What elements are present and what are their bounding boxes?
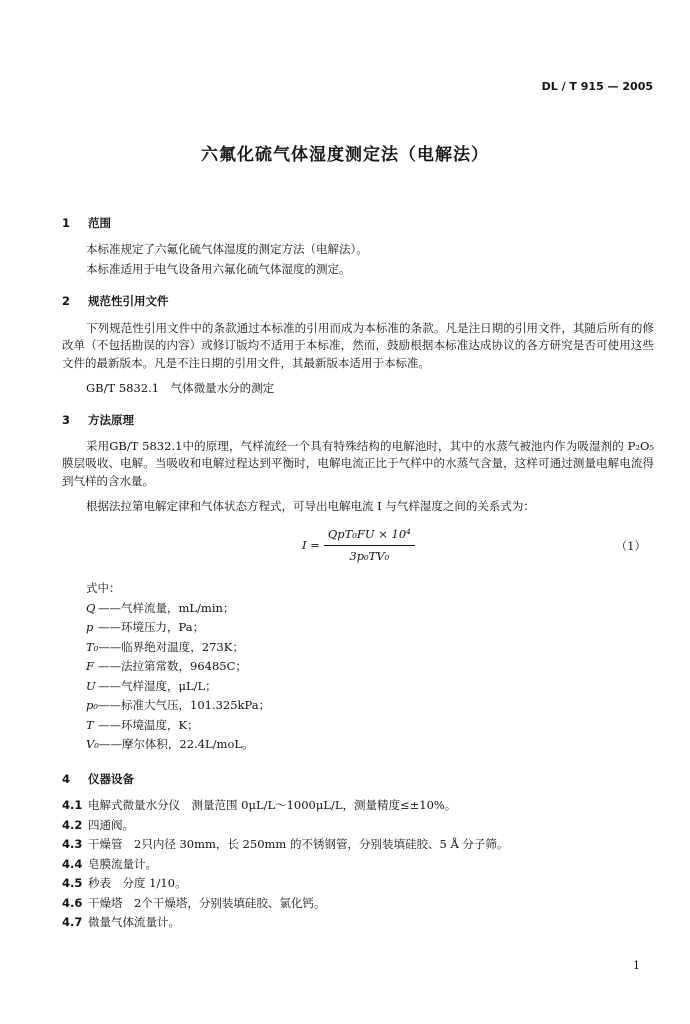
section-2-paragraph: 下列规范性引用文件中的条款通过本标准的引用而成为本标准的条款。凡是注日期的引用文件，其随后所有的修改单（不包括勘误的内容）或修订版均不适用于本标准，然而，鼓励根据本标准达成协议的各方研究是否可使用这些文件的最新版本。凡是不注日期的引用文件，其最新版本适用于本标准。 — [62, 321, 654, 370]
variable-list — [86, 580, 270, 756]
variable-description: ——环境压力，Pa； — [98, 620, 205, 634]
section-title: 范围 — [88, 216, 111, 230]
section-4-heading — [62, 771, 134, 788]
clause-text: 皂膜流量计。 — [88, 856, 157, 871]
variable-item — [86, 717, 270, 737]
variable-description: ——环境温度，K； — [98, 717, 199, 732]
clause-number: 4.3 — [62, 837, 83, 851]
variable-item — [86, 736, 270, 756]
variable-description: ——气样流量，mL/min； — [98, 600, 235, 615]
equipment-item — [62, 856, 508, 876]
clause-text: 秒表 分度 1/10。 — [88, 876, 187, 890]
variable-symbol: p₀ — [86, 698, 98, 712]
variable-description: ——摩尔体积，22.4L/moL。 — [98, 737, 254, 751]
section-1-heading — [62, 215, 111, 232]
clause-number: 4.5 — [62, 876, 83, 890]
equation-number: （1） — [615, 539, 646, 553]
equipment-item — [62, 817, 508, 837]
clause-text: 四通阀。 — [88, 817, 134, 832]
variable-item — [86, 600, 270, 620]
variable-symbol: p — [86, 620, 94, 634]
section-3-paragraph-2: 根据法拉第电解定律和气体状态方程式，可导出电解电流 I 与气样湿度之间的关系式为： — [86, 499, 535, 513]
document-title: 六氟化硫气体湿度测定法（电解法） — [201, 145, 489, 165]
variable-item — [86, 658, 270, 678]
clause-text: 微量气体流量计。 — [88, 915, 180, 929]
clause-number: 4.4 — [62, 856, 83, 871]
section-2-heading — [62, 293, 169, 310]
clause-number: 4.1 — [62, 798, 83, 812]
clause-text: 干燥塔 2个干燥塔，分别装填硅胶、氯化钙。 — [88, 895, 326, 910]
clause-number: 4.2 — [62, 817, 83, 832]
section-number: 2 — [62, 294, 71, 308]
variable-symbol: U — [86, 678, 96, 693]
where-label: 式中： — [86, 581, 121, 595]
clause-number: 4.7 — [62, 915, 83, 929]
variable-item — [86, 697, 270, 717]
variable-symbol: F — [86, 659, 94, 673]
normative-reference: GB/T 5832.1 气体微量水分的测定 — [86, 381, 275, 395]
formula-lhs: I = — [302, 538, 320, 553]
equipment-item — [62, 914, 508, 934]
page-number: 1 — [633, 959, 640, 972]
equipment-item — [62, 836, 508, 856]
section-1-paragraph-1: 本标准规定了六氟化硫气体湿度的测定方法（电解法）。 — [86, 242, 368, 256]
section-title: 方法原理 — [88, 413, 134, 427]
variable-description: ——法拉第常数，96485C； — [98, 659, 247, 673]
section-title: 规范性引用文件 — [88, 294, 169, 308]
equipment-item — [62, 797, 508, 817]
variable-description: ——标准大气压，101.325kPa； — [98, 698, 271, 712]
variable-symbol: V₀ — [86, 737, 99, 751]
section-title: 仪器设备 — [88, 772, 134, 786]
formula-numerator: QpT₀FU × 10⁴ — [324, 526, 415, 546]
document-code: DL / T 915 — 2005 — [541, 80, 653, 93]
formula-1 — [302, 526, 415, 566]
equipment-item — [62, 895, 508, 915]
clause-text: 干燥管 2只内径 30mm，长 250mm 的不锈钢管，分别装填硅胶、5 Å 分子筛。 — [88, 837, 509, 851]
variable-item — [86, 619, 270, 639]
variable-symbol: Q — [86, 600, 96, 615]
clause-number: 4.6 — [62, 895, 83, 910]
variable-symbol: T — [86, 717, 94, 732]
section-3-paragraph-1: 采用GB/T 5832.1中的原理，气样流经一个具有特殊结构的电解池时，其中的水蒸气被池内作为吸湿剂的 P₂O₅ 膜层吸收、电解。当吸收和电解过程达到平衡时，电解电流正比于气样中的水蒸气含量，这样可通过测量电解电流得到气样的含水量。 — [62, 439, 654, 488]
clause-text: 电解式微量水分仪 测量范围 0μL/L～1000μL/L，测量精度≤±10%。 — [88, 798, 457, 812]
section-3-heading — [62, 412, 134, 429]
variable-item — [86, 639, 270, 659]
section-1-paragraph-2: 本标准适用于电气设备用六氟化硫气体湿度的测定。 — [86, 262, 351, 276]
section-number: 1 — [62, 216, 71, 230]
equipment-item — [62, 875, 508, 895]
equipment-list — [62, 797, 508, 934]
variable-symbol: T₀ — [86, 639, 99, 654]
formula-denominator: 3p₀TV₀ — [349, 549, 390, 564]
variable-description: ——气样湿度，μL/L； — [98, 678, 217, 693]
variable-item — [86, 678, 270, 698]
variable-description: ——临界绝对温度，273K； — [98, 639, 244, 654]
section-number: 4 — [62, 772, 71, 786]
section-number: 3 — [62, 413, 71, 427]
formula-fraction — [324, 526, 415, 566]
